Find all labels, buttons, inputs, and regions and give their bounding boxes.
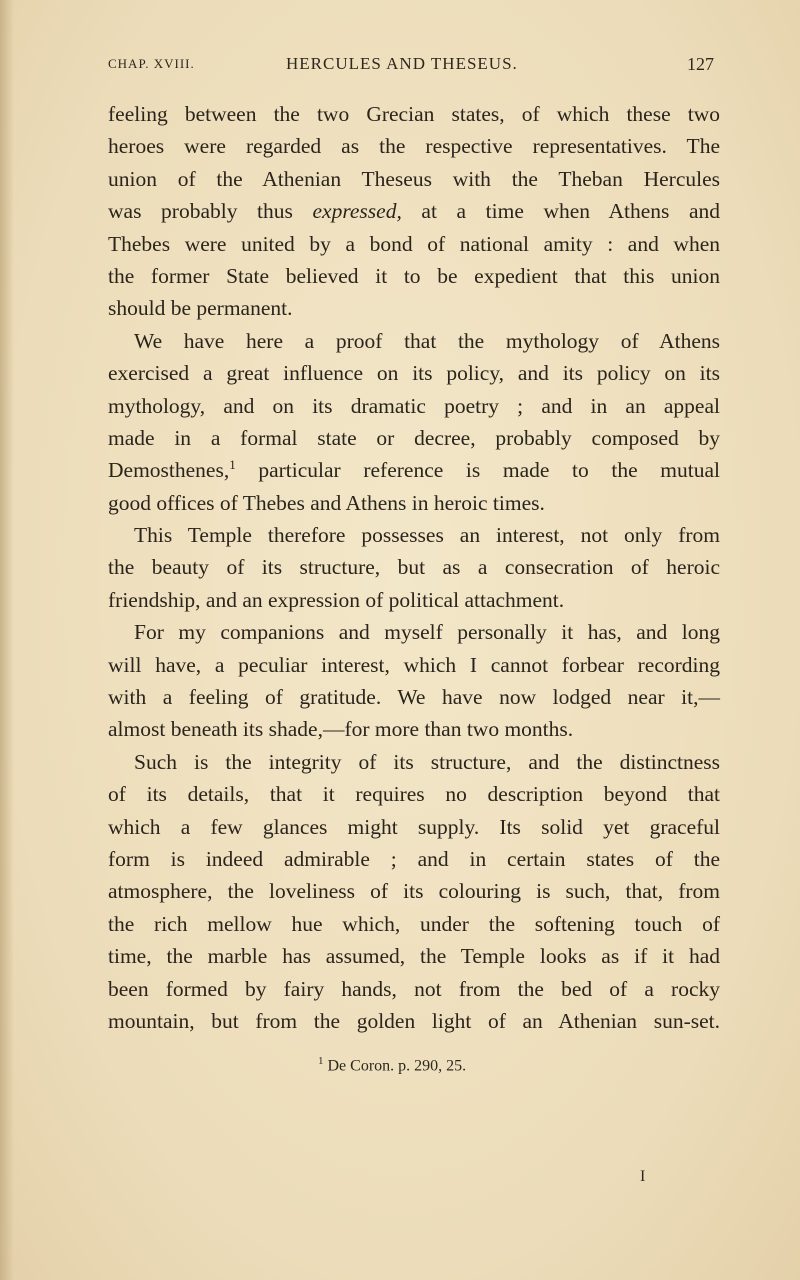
text-line: heroes were regarded as the respective representatives. The [108, 134, 720, 159]
footnote [318, 1055, 466, 1075]
text-line: should be permanent. [108, 296, 293, 321]
text-line: the former State believed it to be expedient that this union [108, 263, 720, 288]
text-line: good offices of Thebes and Athens in heroic times. [108, 490, 545, 515]
text-line: This Temple therefore possesses an interest, not only from [134, 523, 720, 548]
text-line: mountain, but from the golden light of an Athenian sun-set. [108, 1008, 720, 1033]
text-line: of its details, that it requires no description beyond that [108, 782, 720, 807]
text-line: feeling between the two Grecian states, of which these two [108, 102, 720, 126]
text-line: form is indeed admirable ; and in certain states of the [108, 846, 720, 871]
text-line: Such is the integrity of its structure, and the distinctness [134, 749, 720, 774]
text-line: union of the Athenian Theseus with the Theban Hercules [108, 166, 720, 191]
body-text [108, 98, 720, 1037]
signature-mark: I [640, 1168, 646, 1185]
footnote-text: De Coron. p. 290, 25. [323, 1057, 467, 1075]
text-line: was probably thus expressed, at a time when Athens and [108, 199, 721, 224]
running-header [108, 54, 718, 76]
running-title: HERCULES AND THESEUS. [286, 54, 518, 73]
page-number: 127 [687, 54, 714, 74]
footnote-marker: 1 [229, 457, 236, 473]
page-gutter-shadow [0, 0, 14, 1280]
emphasis: expressed, [312, 199, 402, 224]
text-line: friendship, and an expression of political attachment. [108, 587, 565, 612]
text-line: For my companions and myself personally it has, and long [134, 620, 720, 645]
text-line: mythology, and on its dramatic poetry ; and in an appeal [108, 393, 720, 418]
text-line: exercised a great influence on its policy, and its policy on its [108, 361, 720, 386]
text-line: been formed by fairy hands, not from the bed of a rocky [108, 976, 720, 1001]
text-line: time, the marble has assumed, the Temple looks as if it had [108, 944, 720, 969]
text-line: which a few glances might supply. Its solid yet graceful [108, 814, 720, 839]
text-line: Demosthenes,$^1$ particular reference is made to the mutual [108, 457, 720, 483]
footnote-number: 1 [318, 1055, 324, 1067]
chapter-label: CHAP. XVIII. [108, 56, 195, 71]
text-line: with a feeling of gratitude. We have now lodged near it,— [108, 685, 720, 710]
text-line: the rich mellow hue which, under the softening touch of [108, 911, 720, 936]
text-line: made in a formal state or decree, probably composed by [108, 425, 720, 450]
text-line: Thebes were united by a bond of national amity : and when [108, 231, 720, 256]
text-line: atmosphere, the loveliness of its colouring is such, that, from [108, 879, 720, 904]
text-line: the beauty of its structure, but as a consecration of heroic [108, 555, 720, 580]
text-line: almost beneath its shade,—for more than two months. [108, 717, 574, 742]
text-line: will have, a peculiar interest, which I cannot forbear recording [108, 652, 720, 677]
text-line: We have here a proof that the mythology of Athens [134, 328, 720, 353]
